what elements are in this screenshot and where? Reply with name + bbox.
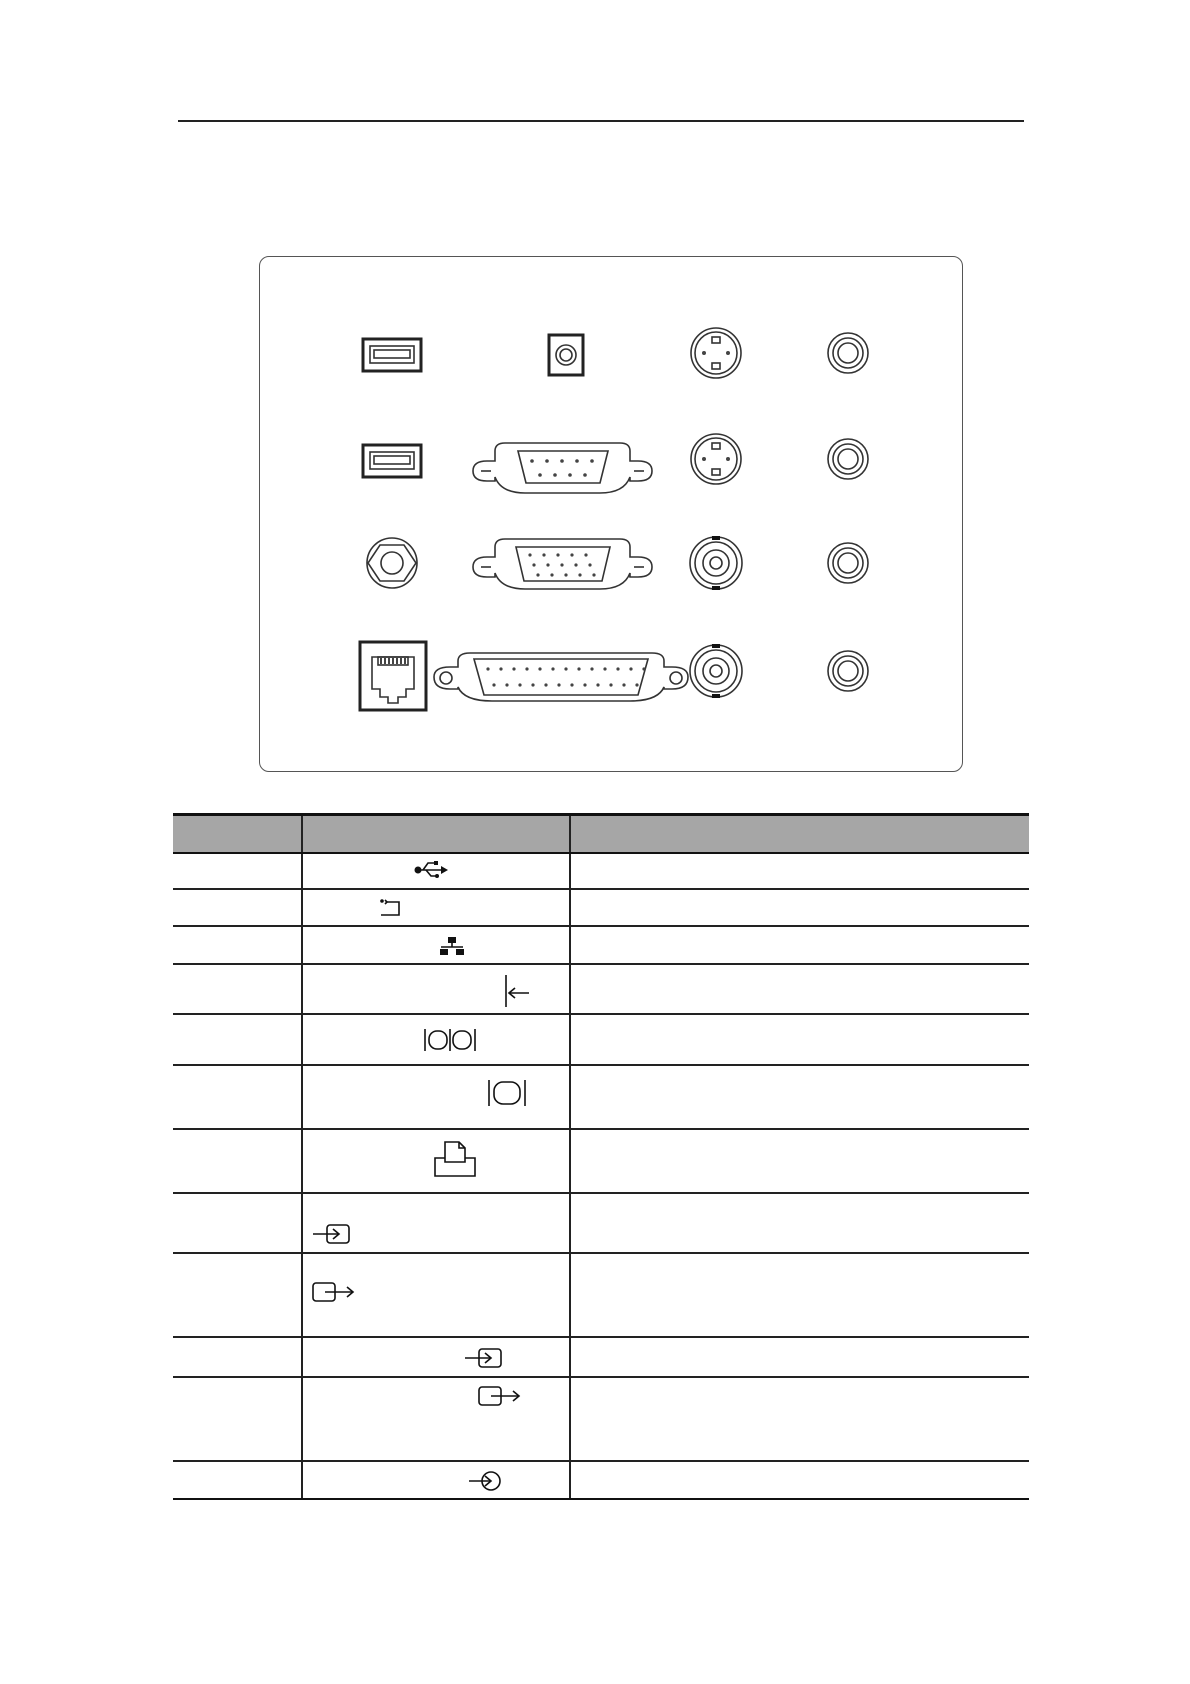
table-cell	[570, 1337, 1029, 1377]
rear-panel-illustration	[260, 257, 964, 773]
table-cell	[302, 964, 570, 1014]
table-cell	[173, 1065, 302, 1129]
table-cell	[570, 1253, 1029, 1337]
table-row	[173, 1193, 1029, 1253]
equipotential-icon	[503, 973, 531, 1009]
table-cell	[173, 889, 302, 926]
table-row	[173, 926, 1029, 964]
table-header-cell	[173, 815, 302, 854]
network-icon	[439, 936, 465, 956]
table-row	[173, 1129, 1029, 1193]
table-cell	[302, 853, 570, 889]
table-row	[173, 1253, 1029, 1337]
bnc-port-1	[690, 536, 742, 590]
table-cell	[173, 1014, 302, 1065]
table-cell	[173, 1461, 302, 1499]
rca-port-4	[828, 651, 868, 691]
table-cell	[302, 1337, 570, 1377]
table-cell	[173, 926, 302, 964]
table-cell	[302, 1014, 570, 1065]
table-cell	[570, 1377, 1029, 1461]
table-row	[173, 1461, 1029, 1499]
table-row	[173, 964, 1029, 1014]
table-cell	[173, 853, 302, 889]
table-cell	[302, 1253, 570, 1337]
table-cell	[570, 1014, 1029, 1065]
table-cell	[302, 1461, 570, 1499]
rca-port-1	[828, 333, 868, 373]
rca-port-3	[828, 543, 868, 583]
table-header-cell	[570, 815, 1029, 854]
printer-icon	[433, 1140, 477, 1178]
table-cell	[173, 1193, 302, 1253]
table-cell	[173, 1129, 302, 1193]
table-cell	[302, 1065, 570, 1129]
video-output-icon	[311, 1280, 355, 1304]
table-row	[173, 853, 1029, 889]
audio-jack-square	[549, 335, 583, 375]
table-cell	[570, 889, 1029, 926]
table-row	[173, 1014, 1029, 1065]
video-input-icon	[311, 1222, 351, 1246]
table-row	[173, 1337, 1029, 1377]
audio-input-icon	[467, 1469, 503, 1493]
table-cell	[173, 1253, 302, 1337]
table-cell	[570, 1065, 1029, 1129]
db25-port	[434, 653, 688, 701]
table-cell	[302, 1193, 570, 1253]
table-row	[173, 889, 1029, 926]
table-cell	[302, 889, 570, 926]
db9-port	[473, 443, 652, 493]
table-row	[173, 1065, 1029, 1129]
table-cell	[570, 1129, 1029, 1193]
table-header-cell	[302, 815, 570, 854]
rj45-port	[360, 642, 426, 710]
table-cell	[570, 1461, 1029, 1499]
table-cell	[570, 853, 1029, 889]
s-video-port-1	[691, 328, 741, 378]
vga-icon	[487, 1078, 527, 1108]
ground-terminal	[367, 538, 417, 588]
table-cell	[173, 1337, 302, 1377]
table-cell	[173, 1377, 302, 1461]
usb-port-2	[363, 445, 421, 477]
table-cell	[302, 1129, 570, 1193]
rear-panel-diagram	[259, 256, 963, 772]
table-row	[173, 1377, 1029, 1461]
bnc-port-2	[690, 644, 742, 698]
s-video-port-2	[691, 434, 741, 484]
port-description-table	[173, 813, 1029, 1500]
table-cell	[173, 964, 302, 1014]
rca-port-2	[828, 439, 868, 479]
table-cell	[570, 1193, 1029, 1253]
table-cell	[570, 964, 1029, 1014]
video-input-icon	[463, 1346, 503, 1370]
table-cell	[570, 926, 1029, 964]
serial-port-icon	[423, 1027, 477, 1053]
table-cell	[302, 1377, 570, 1461]
remote-icon	[379, 898, 403, 918]
video-output-icon	[477, 1384, 521, 1408]
table-cell	[302, 926, 570, 964]
usb-icon	[413, 860, 449, 880]
usb-port-1	[363, 339, 421, 371]
header-rule	[178, 120, 1024, 122]
vga-port	[473, 539, 652, 589]
table-header-row	[173, 815, 1029, 854]
